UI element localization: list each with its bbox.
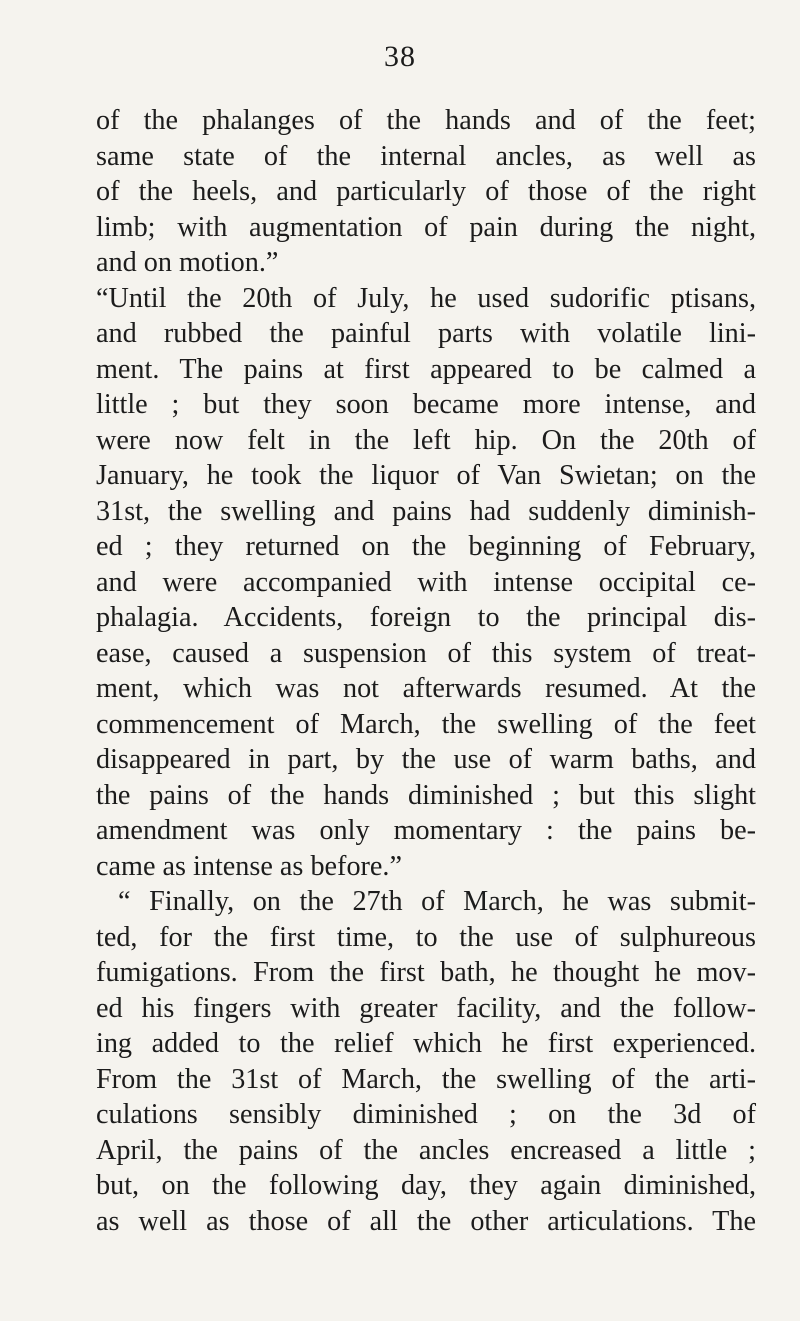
text-line: January, he took the liquor of Van Swietan; on the (96, 460, 756, 491)
text-line: little ; but they soon became more intense, and (96, 389, 756, 420)
text-line: amendment was only momentary : the pains be- (96, 815, 756, 846)
text-line: of the phalanges of the hands and of the feet; (96, 105, 756, 136)
text-line: commencement of March, the swelling of the feet (96, 708, 756, 740)
text-line: and on motion.” (96, 247, 279, 278)
text-line: From the 31st of March, the swelling of the arti- (96, 1063, 756, 1095)
text-line: came as intense as before.” (96, 850, 402, 882)
text-line: phalagia. Accidents, foreign to the principal dis- (96, 602, 756, 633)
text-line: disappeared in part, by the use of warm baths, and (96, 744, 756, 775)
text-line: of the heels, and particularly of those of the right (96, 176, 756, 207)
text-line: limb; with augmentation of pain during the night, (96, 211, 756, 243)
text-line: ease, caused a suspension of this system of treat- (96, 637, 756, 669)
text-line: ed his fingers with greater facility, and the follow- (96, 992, 756, 1024)
text-line: same state of the internal ancles, as well as (96, 140, 756, 172)
text-line: 31st, the swelling and pains had suddenly diminish- (96, 495, 756, 527)
text-line: ment, which was not afterwards resumed. At the (96, 673, 756, 704)
text-line: ing added to the relief which he first experienced. (96, 1028, 756, 1059)
page-number: 38 (384, 40, 416, 73)
text-line: but, on the following day, they again diminished, (96, 1170, 756, 1201)
text-line: were now felt in the left hip. On the 20th of (96, 424, 756, 456)
text-line: April, the pains of the ancles encreased a little ; (96, 1134, 756, 1166)
text-line: ment. The pains at first appeared to be calmed a (96, 353, 756, 385)
body-text (96, 103, 756, 1239)
text-line: the pains of the hands diminished ; but this slight (96, 779, 756, 811)
text-line: fumigations. From the first bath, he thought he mov- (96, 957, 756, 988)
text-line: “Until the 20th of July, he used sudorific ptisans, (96, 282, 756, 314)
text-line: and rubbed the painful parts with volatile lini- (96, 318, 756, 349)
text-line: and were accompanied with intense occipital ce- (96, 566, 756, 598)
text-line: ted, for the first time, to the use of sulphureous (96, 921, 756, 953)
text-line: “ Finally, on the 27th of March, he was submit- (118, 886, 756, 917)
text-line: culations sensibly diminished ; on the 3d of (96, 1099, 756, 1130)
text-line: as well as those of all the other articulations. The (96, 1205, 756, 1237)
text-line: ed ; they returned on the beginning of February, (96, 531, 756, 562)
